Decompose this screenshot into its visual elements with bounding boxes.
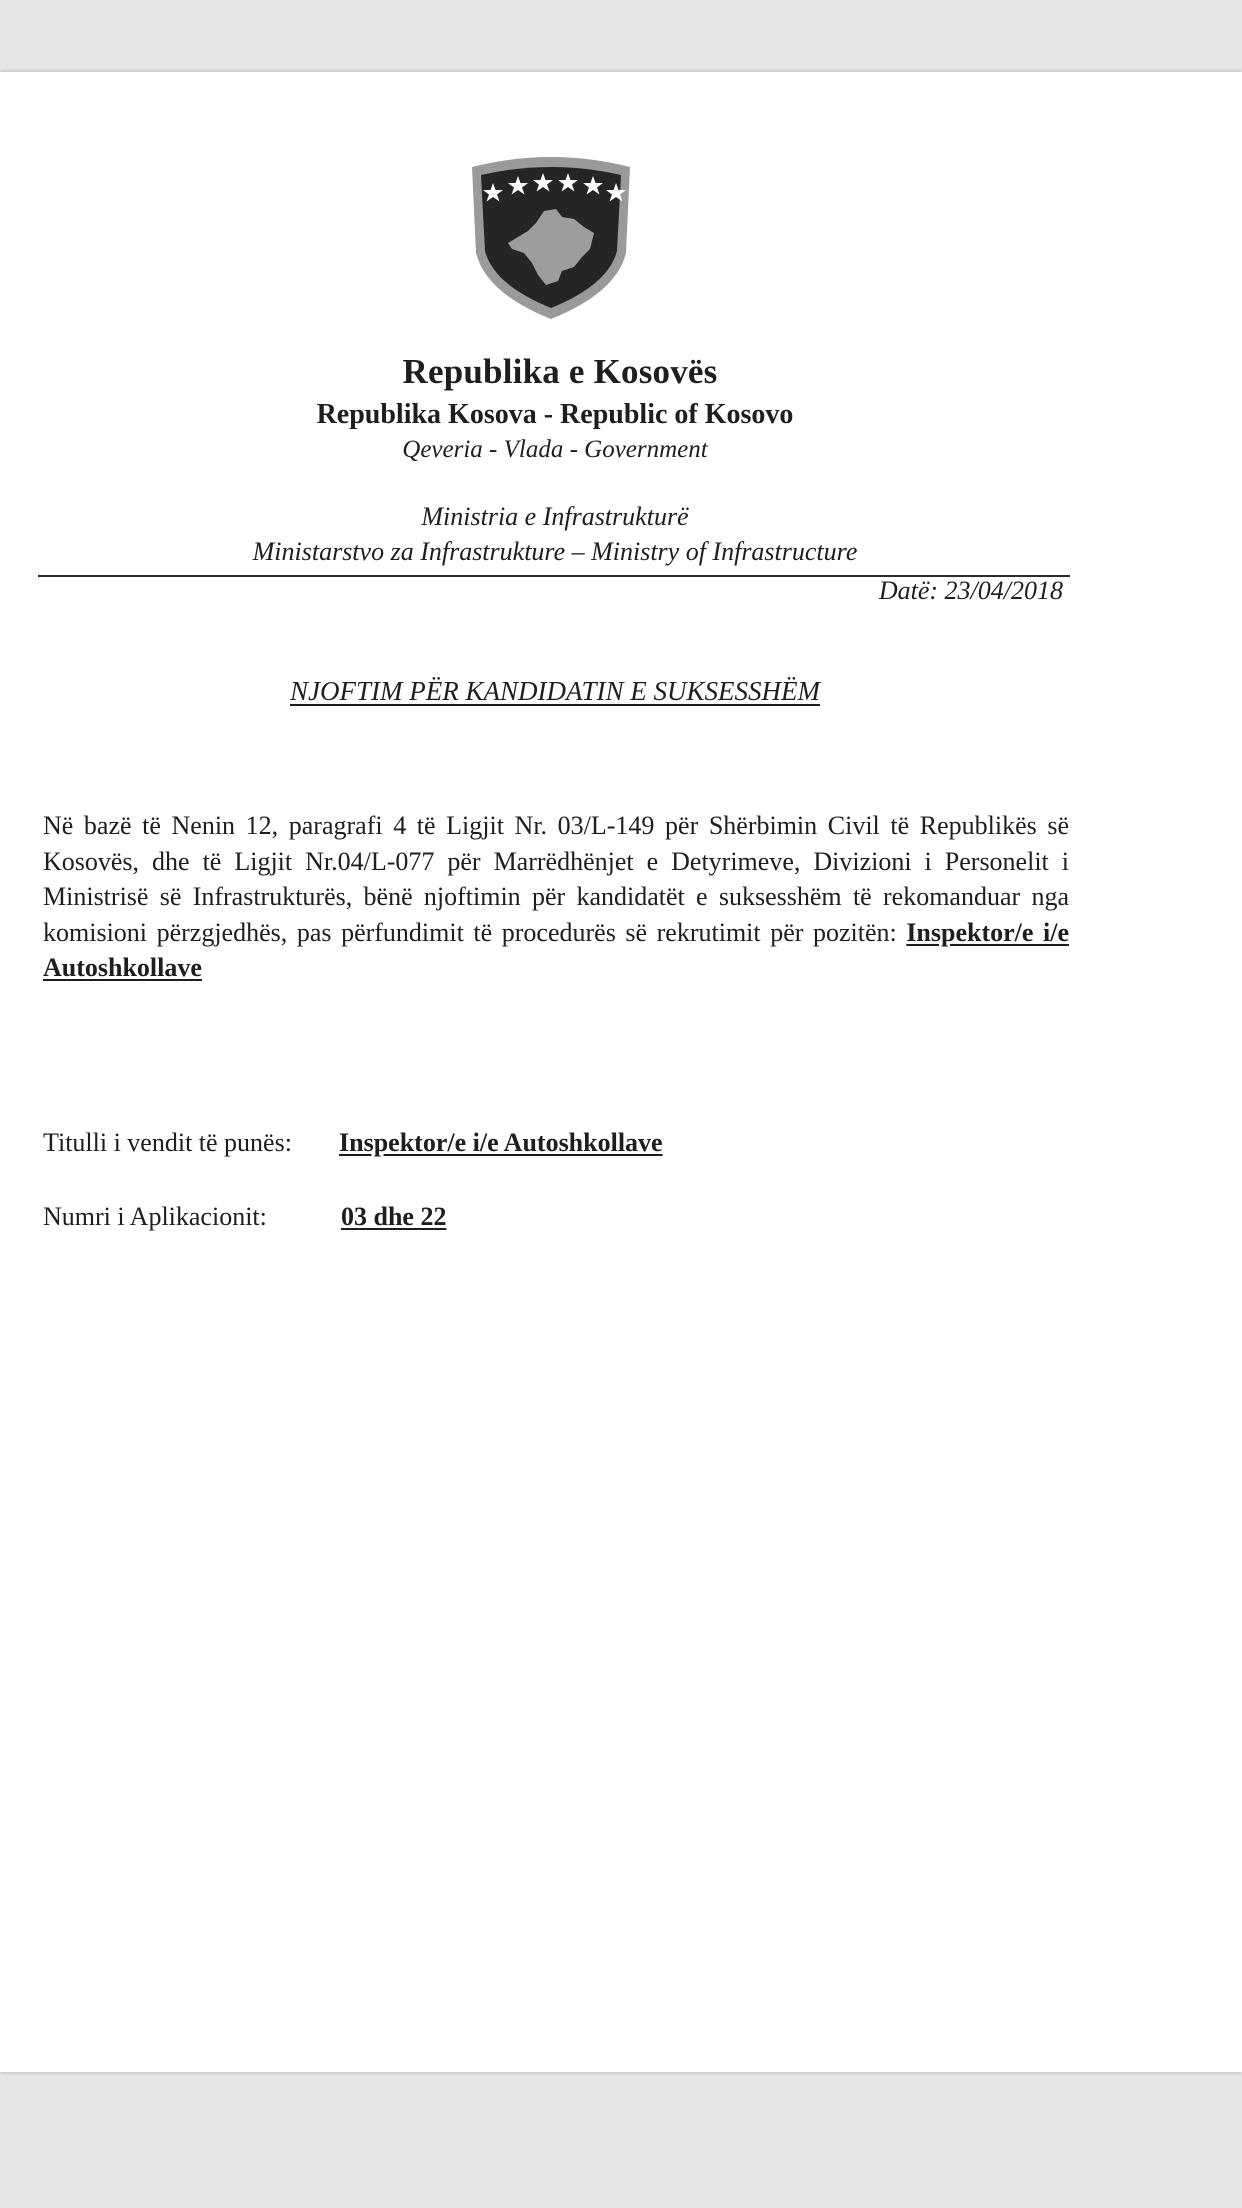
job-title-label: Titulli i vendit të punës:: [43, 1128, 292, 1157]
paragraph-position: Inspektor/e i/e Autoshkollave: [43, 917, 1070, 982]
ministry-name-albanian: Ministria e Infrastrukturë: [421, 502, 689, 531]
paragraph-text: Në bazë të Nenin 12, paragrafi 4 të Ligjit Nr. 03/L-149 për Shërbimin Civil të Republikës së Kosovës, dhe të Ligjit Nr.04/L-077 për Marrëdhënjet e Detyrimeve, Divizioni i Personelit i Ministrisë së Infrastrukturës, bënë njoftimin për kandidatët e suksesshëm të rekomanduar nga komisioni përzgjedhës, pas përfundimit të procedurës së rekrutimit për pozitën:: [43, 811, 1069, 947]
kosovo-coat-of-arms-icon: [466, 153, 636, 321]
country-name-multilingual: Republika Kosova - Republic of Kosovo: [316, 399, 794, 430]
document-page: [0, 72, 1242, 2072]
government-label: Qeveria - Vlada - Government: [402, 436, 708, 463]
application-number-label: Numri i Aplikacionit:: [43, 1202, 267, 1231]
document-date: Datë: 23/04/2018: [878, 576, 1063, 605]
ministry-name-multilingual: Ministarstvo za Infrastrukture – Ministry of Infrastructure: [252, 537, 858, 566]
document-title: NJOFTIM PËR KANDIDATIN E SUKSESSHËM: [290, 676, 820, 706]
application-number-value: 03 dhe 22: [341, 1202, 447, 1231]
body-paragraph: [43, 808, 1069, 986]
country-name-albanian: Republika e Kosovës: [402, 352, 718, 391]
job-title-value: Inspektor/e i/e Autoshkollave: [339, 1128, 663, 1157]
